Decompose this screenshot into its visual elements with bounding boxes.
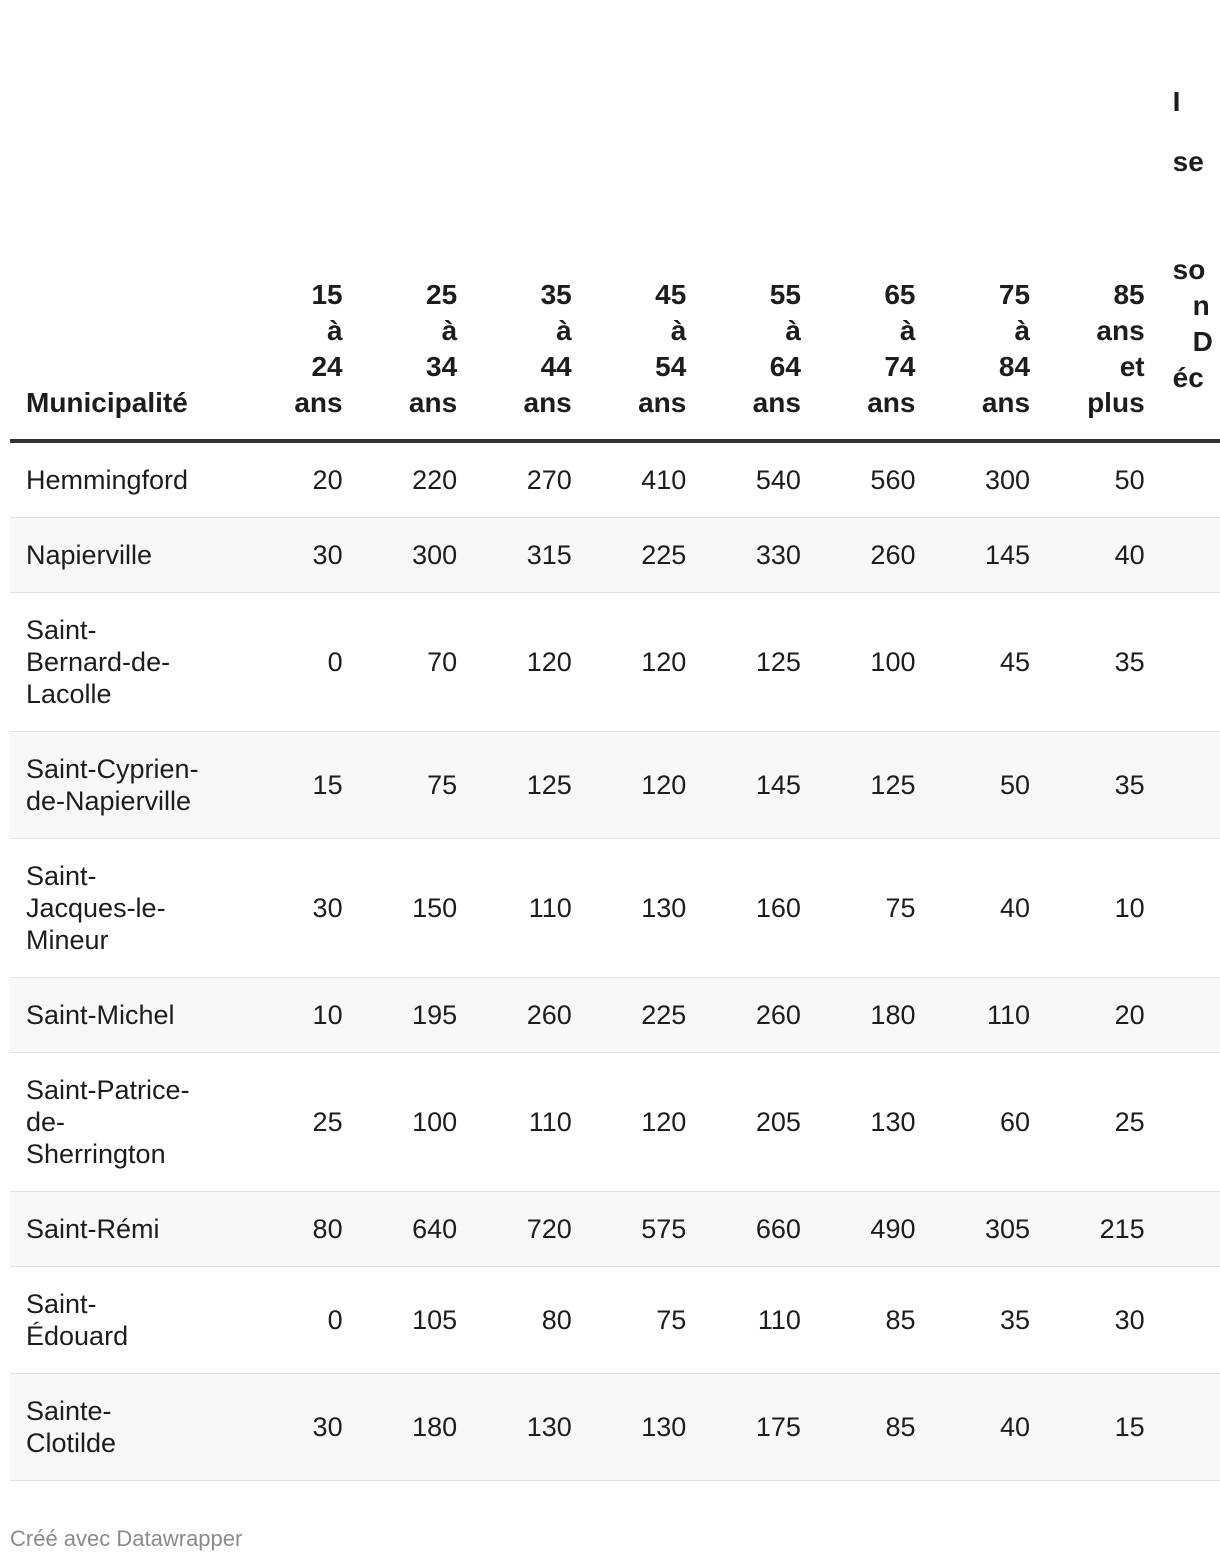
cell-value: 50 <box>929 732 1044 839</box>
table-row <box>10 839 1220 978</box>
cell-municipality: Hemmingford <box>10 441 242 518</box>
cell-value: 180 <box>815 978 930 1053</box>
header-55-64[interactable]: 55 à 64 ans <box>700 0 815 441</box>
cell-value: 75 <box>357 732 472 839</box>
cell-value: 0 <box>242 593 357 732</box>
header-85-plus[interactable]: 85 ans et plus <box>1044 0 1159 441</box>
cell-value: 30 <box>242 518 357 593</box>
cell-value: 0 <box>242 1267 357 1374</box>
cell-value: 125 <box>471 732 586 839</box>
cell-value: 305 <box>929 1192 1044 1267</box>
table-row <box>10 518 1220 593</box>
cell-value: 410 <box>586 441 701 518</box>
cell-value: 720 <box>471 1192 586 1267</box>
cell-value: 575 <box>586 1192 701 1267</box>
cell-value: 160 <box>700 839 815 978</box>
cell-value: 75 <box>815 839 930 978</box>
cell-cut-off <box>1159 518 1220 593</box>
cell-value: 540 <box>700 441 815 518</box>
cell-cut-off <box>1159 593 1220 732</box>
cell-value: 40 <box>929 839 1044 978</box>
header-cut-off-column[interactable] <box>1159 0 1220 441</box>
cell-cut-off <box>1159 1053 1220 1192</box>
table-row <box>10 1192 1220 1267</box>
cell-value: 145 <box>700 732 815 839</box>
cell-value: 220 <box>357 441 472 518</box>
table-row <box>10 593 1220 732</box>
cell-value: 25 <box>242 1053 357 1192</box>
cell-value: 110 <box>700 1267 815 1374</box>
datawrapper-credit[interactable]: Créé avec Datawrapper <box>10 1526 243 1551</box>
cut-off-fragment: I <box>1172 86 1181 117</box>
cell-value: 85 <box>815 1267 930 1374</box>
cell-value: 100 <box>357 1053 472 1192</box>
cell-value: 270 <box>471 441 586 518</box>
cell-value: 225 <box>586 978 701 1053</box>
cell-value: 110 <box>471 1053 586 1192</box>
cell-value: 130 <box>471 1374 586 1481</box>
cell-value: 260 <box>815 518 930 593</box>
cell-value: 45 <box>929 593 1044 732</box>
table-row <box>10 1053 1220 1192</box>
cut-off-fragment: n <box>1192 290 1210 321</box>
cell-value: 300 <box>929 441 1044 518</box>
cut-off-fragment: so <box>1172 254 1206 285</box>
cell-value: 490 <box>815 1192 930 1267</box>
cell-value: 175 <box>700 1374 815 1481</box>
cell-value: 260 <box>700 978 815 1053</box>
cell-cut-off <box>1159 978 1220 1053</box>
table-header-row <box>10 0 1220 441</box>
header-75-84[interactable]: 75 à 84 ans <box>929 0 1044 441</box>
cell-municipality: Saint- Jacques-le- Mineur <box>10 839 242 978</box>
header-municipality[interactable]: Municipalité <box>10 0 242 441</box>
cell-value: 315 <box>471 518 586 593</box>
header-35-44[interactable]: 35 à 44 ans <box>471 0 586 441</box>
cell-municipality: Napierville <box>10 518 242 593</box>
cell-value: 40 <box>1044 518 1159 593</box>
cell-value: 330 <box>700 518 815 593</box>
cell-value: 15 <box>242 732 357 839</box>
cell-value: 225 <box>586 518 701 593</box>
cell-value: 10 <box>242 978 357 1053</box>
table-row <box>10 441 1220 518</box>
cell-value: 35 <box>929 1267 1044 1374</box>
cell-municipality: Saint-Patrice- de- Sherrington <box>10 1053 242 1192</box>
cell-value: 100 <box>815 593 930 732</box>
cell-cut-off <box>1159 1192 1220 1267</box>
cell-value: 15 <box>1044 1374 1159 1481</box>
cell-value: 30 <box>242 1374 357 1481</box>
cell-cut-off <box>1159 441 1220 518</box>
cell-value: 145 <box>929 518 1044 593</box>
cell-value: 30 <box>242 839 357 978</box>
cell-value: 180 <box>357 1374 472 1481</box>
cell-value: 80 <box>242 1192 357 1267</box>
cell-value: 260 <box>471 978 586 1053</box>
cell-value: 20 <box>242 441 357 518</box>
cell-municipality: Saint-Cyprien- de-Napierville <box>10 732 242 839</box>
cell-value: 35 <box>1044 593 1159 732</box>
cell-value: 560 <box>815 441 930 518</box>
cell-value: 40 <box>929 1374 1044 1481</box>
cell-value: 30 <box>1044 1267 1159 1374</box>
cell-value: 215 <box>1044 1192 1159 1267</box>
table-row <box>10 1267 1220 1374</box>
cell-value: 10 <box>1044 839 1159 978</box>
cell-value: 120 <box>471 593 586 732</box>
cell-value: 85 <box>815 1374 930 1481</box>
cell-value: 110 <box>471 839 586 978</box>
cell-value: 130 <box>586 1374 701 1481</box>
cut-off-fragment: éc <box>1172 362 1204 393</box>
cell-municipality: Saint- Bernard-de- Lacolle <box>10 593 242 732</box>
table-row <box>10 1374 1220 1481</box>
cell-municipality: Saint- Édouard <box>10 1267 242 1374</box>
population-table <box>10 0 1220 1481</box>
cell-value: 130 <box>586 839 701 978</box>
cell-value: 640 <box>357 1192 472 1267</box>
cell-value: 60 <box>929 1053 1044 1192</box>
cell-cut-off <box>1159 839 1220 978</box>
cell-value: 35 <box>1044 732 1159 839</box>
cell-cut-off <box>1159 1374 1220 1481</box>
cell-value: 150 <box>357 839 472 978</box>
cell-municipality: Saint-Michel <box>10 978 242 1053</box>
cell-value: 50 <box>1044 441 1159 518</box>
cell-value: 120 <box>586 1053 701 1192</box>
header-45-54[interactable]: 45 à 54 ans <box>586 0 701 441</box>
cell-value: 110 <box>929 978 1044 1053</box>
cell-value: 300 <box>357 518 472 593</box>
header-65-74[interactable]: 65 à 74 ans <box>815 0 930 441</box>
cell-municipality: Saint-Rémi <box>10 1192 242 1267</box>
cell-municipality: Sainte- Clotilde <box>10 1374 242 1481</box>
table-body <box>10 441 1220 1481</box>
cell-value: 125 <box>700 593 815 732</box>
cell-value: 80 <box>471 1267 586 1374</box>
header-25-34[interactable]: 25 à 34 ans <box>357 0 472 441</box>
cell-value: 75 <box>586 1267 701 1374</box>
header-15-24[interactable]: 15 à 24 ans <box>242 0 357 441</box>
cell-value: 70 <box>357 593 472 732</box>
cell-cut-off <box>1159 1267 1220 1374</box>
cell-cut-off <box>1159 732 1220 839</box>
cell-value: 25 <box>1044 1053 1159 1192</box>
cut-off-fragment: se <box>1172 146 1204 177</box>
cell-value: 130 <box>815 1053 930 1192</box>
cell-value: 205 <box>700 1053 815 1192</box>
data-table-container[interactable] <box>10 0 1220 1481</box>
table-row <box>10 978 1220 1053</box>
cut-off-fragment: D <box>1192 326 1213 357</box>
cell-value: 120 <box>586 732 701 839</box>
cell-value: 120 <box>586 593 701 732</box>
cell-value: 195 <box>357 978 472 1053</box>
cell-value: 105 <box>357 1267 472 1374</box>
table-row <box>10 732 1220 839</box>
cell-value: 125 <box>815 732 930 839</box>
cell-value: 660 <box>700 1192 815 1267</box>
cell-value: 20 <box>1044 978 1159 1053</box>
